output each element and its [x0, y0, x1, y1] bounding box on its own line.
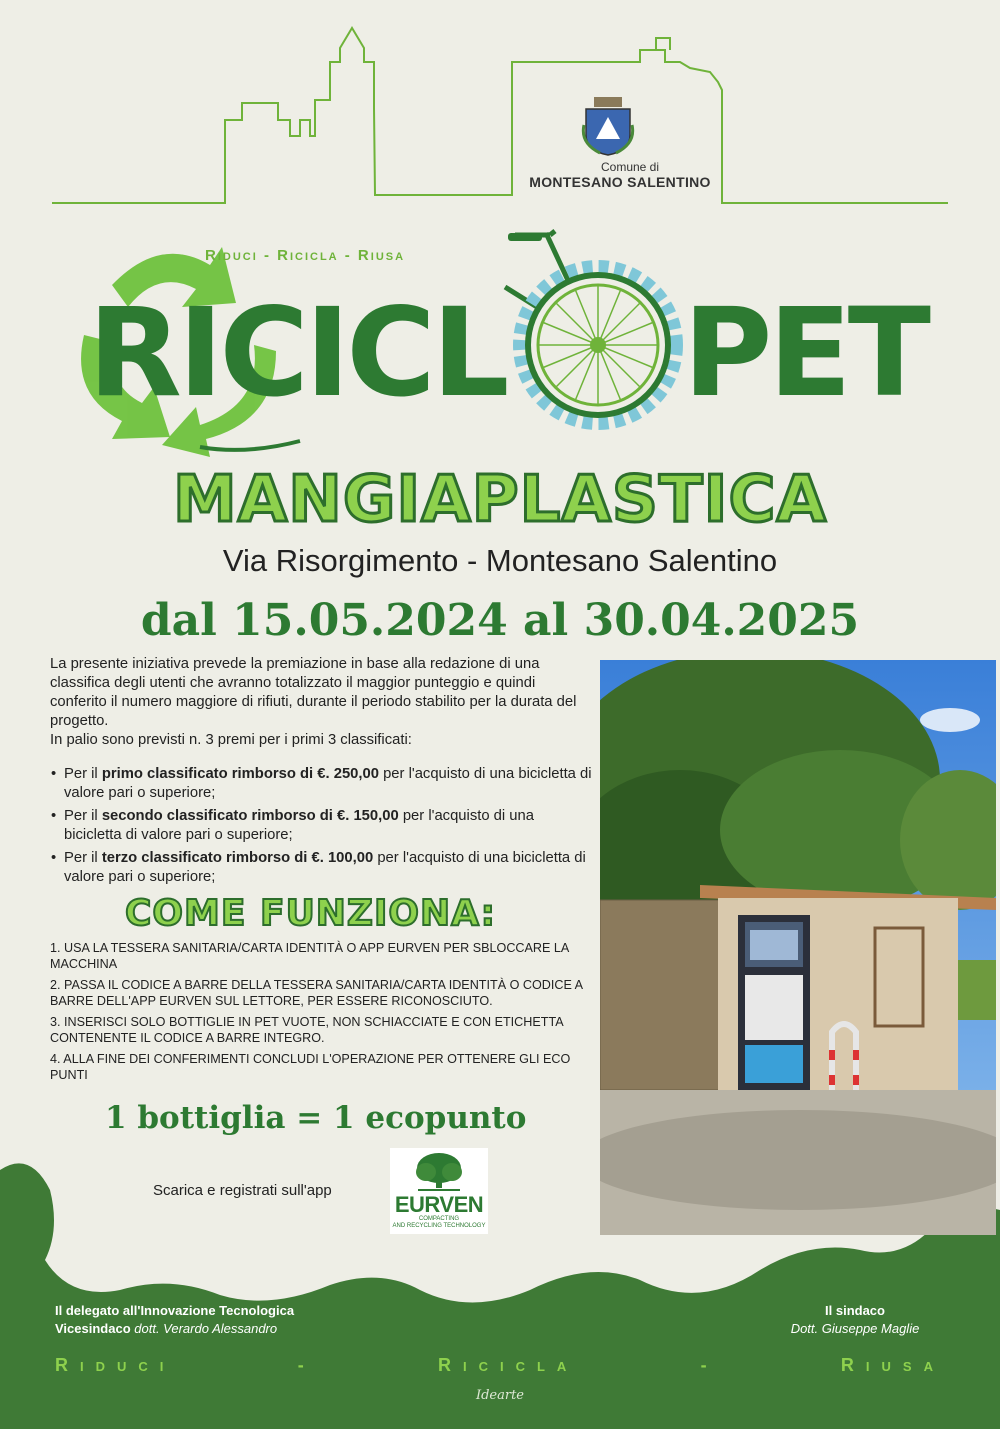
subtitle: MANGIAPLASTICA — [173, 463, 827, 537]
comune-name: MONTESANO SALENTINO — [529, 174, 711, 190]
eurven-tagline: COMPACTING — [418, 1216, 460, 1222]
signature-right-name: Dott. Giuseppe Maglie — [790, 1321, 920, 1336]
designer-brand: Idearte — [475, 1388, 525, 1403]
municipal-crest-icon — [580, 95, 636, 157]
recycling-machine-kiosk-photo — [600, 660, 996, 1235]
title-word-left: RICICL — [88, 282, 506, 424]
date-range: dal 15.05.2024 al 30.04.2025 — [140, 595, 860, 646]
step-item: 2. PASSA IL CODICE A BARRE DELLA TESSERA SANITARIA/CARTA IDENTITÀ O CODICE A BARRE DELL'APP EURVEN SUL LETTORE, PER ESSERE RICONOSCIUTO. — [50, 978, 583, 1008]
step-item: 3. INSERISCI SOLO BOTTIGLIE IN PET VUOTE, NON SCHIACCIATE E CON ETICHETTA CONTENENTE IL CODICE A BARRE INTEGRO. — [50, 1015, 563, 1045]
slogan-top: Riduci - Ricicla - Riusa — [205, 247, 406, 264]
how-it-works-title: COME FUNZIONA: — [125, 893, 497, 934]
intro-paragraph: La presente iniziativa prevede la premiazione in base alla redazione di una classifica degli utenti che avranno totalizzato il maggior punteggio e quindi conferito il numero maggiore di rifiuti, durante il periodo stabilito per la durata del progetto. — [50, 656, 577, 729]
address: Via Risorgimento - Montesano Salentino — [222, 543, 778, 578]
comune-prefix: Comune di — [600, 160, 660, 174]
prize-item-third: • Per il terzo classificato rimborso di €. 100,00 per l'acquisto di una bicicletta di valore pari o superiore; — [50, 849, 595, 887]
footer-slogan-word: Riduci — [55, 1355, 176, 1375]
prize-item-second: • Per il secondo classificato rimborso di €. 150,00 per l'acquisto di una bicicletta di valore pari o superiore; — [50, 807, 595, 845]
intro-prizes-line: In palio sono previsti n. 3 premi per i primi 3 classificati: — [50, 732, 412, 748]
prize-item-first: • Per il primo classificato rimborso di €. 250,00 per l'acquisto di una bicicletta di valore pari o superiore; — [50, 765, 595, 803]
town-skyline-outline — [0, 0, 1000, 215]
footer-slogan-dash: - — [297, 1355, 316, 1375]
eco-rule: 1 bottiglia = 1 ecopunto — [105, 1100, 527, 1136]
step-item: 4. ALLA FINE DEI CONFERIMENTI CONCLUDI L'OPERAZIONE PER OTTENERE GLI ECO PUNTI — [50, 1052, 571, 1082]
footer-slogan-dash: - — [700, 1355, 719, 1375]
prize-list — [50, 765, 595, 891]
title-word-right: PET — [683, 282, 927, 424]
footer-slogan-word: Riusa — [840, 1355, 945, 1375]
signature-left-name: Vicesindaco dott. Verardo Alessandro — [55, 1321, 278, 1336]
signature-right-role: Il sindaco — [825, 1303, 885, 1318]
eurven-tree-logo-icon — [390, 1148, 488, 1192]
signature-left-role: Il delegato all'Innovazione Tecnologica — [55, 1303, 295, 1318]
step-item: 1. USA LA TESSERA SANITARIA/CARTA IDENTITÀ O APP EURVEN PER SBLOCCARE LA MACCHINA — [50, 941, 569, 971]
app-download-prompt: Scarica e registrati sull'app — [153, 1182, 332, 1199]
intro-text — [50, 655, 595, 750]
how-it-works-steps — [50, 940, 595, 1088]
eurven-tagline: AND RECYCLING TECHNOLOGY — [392, 1223, 486, 1229]
eurven-brand-name: EURVEN — [394, 1192, 484, 1217]
footer-slogan — [55, 1355, 945, 1376]
footer-slogan-word: Ricicla — [437, 1355, 579, 1375]
